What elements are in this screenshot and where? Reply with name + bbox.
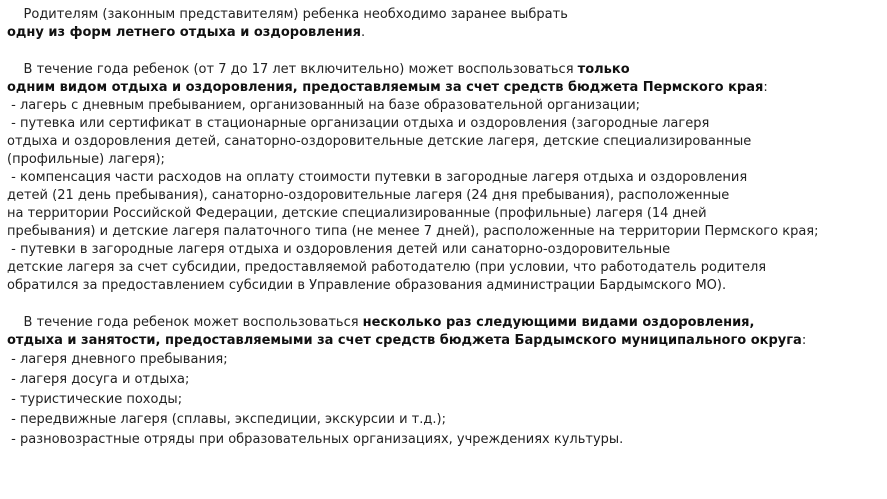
bardym-bold-1: несколько раз следующими видами оздоровления,	[362, 315, 755, 330]
perm-bold-budget: предоставляемым за счет средств бюджета Пермского края	[302, 80, 764, 95]
perm-list-item-line: детей (21 день пребывания), санаторно-оздоровительные лагеря (24 дня пребывания), расположенные	[7, 188, 730, 203]
bardym-list-item: - лагеря досуга и отдыха;	[7, 372, 190, 387]
bardym-list-item: - передвижные лагеря (сплавы, экспедиции, экскурсии и т.д.);	[7, 412, 446, 427]
intro-bold-text: одну из форм летнего отдыха и оздоровления	[7, 25, 362, 40]
spacer	[7, 295, 877, 314]
perm-list-item-line: отдыха и оздоровления детей, санаторно-оздоровительные детские лагеря, детские специализированные	[7, 134, 752, 149]
bardym-list	[7, 351, 877, 449]
bardym-bold-2: отдыха и занятости, предоставляемыми за счет средств бюджета Бардымского муниципального округа	[7, 333, 802, 348]
perm-list-item-line: детские лагеря за счет субсидии, предоставляемой работодателю (при условии, что работодатель родителя	[7, 260, 767, 275]
bardym-lead-text: В течение года ребенок может воспользоваться	[7, 315, 363, 330]
perm-tail: :	[763, 80, 768, 95]
perm-bold-one-kind: одним видом отдыха и оздоровления	[7, 80, 293, 95]
perm-list-item-line: - путевки в загородные лагеря отдыха и оздоровления детей или санаторно-оздоровительные	[7, 242, 671, 257]
perm-paragraph	[7, 61, 877, 97]
intro-tail: .	[361, 25, 366, 40]
perm-lead-text: В течение года ребенок (от 7 до 17 лет включительно) может воспользоваться	[7, 62, 578, 77]
perm-list-item-line: - компенсация части расходов на оплату стоимости путевки в загородные лагеря отдыха и оздоровления	[7, 170, 748, 185]
perm-list-item	[7, 97, 877, 115]
perm-list-item-line: - путевка или сертификат в стационарные организации отдыха и оздоровления (загородные лагеря	[7, 116, 710, 131]
bardym-paragraph	[7, 314, 877, 350]
spacer	[7, 42, 877, 61]
perm-line-1	[7, 61, 877, 79]
perm-list-item-line: пребывания) и детские лагеря палаточного типа (не менее 7 дней), расположенные на территории Пермского края;	[7, 224, 819, 239]
perm-bold-only: только	[577, 62, 630, 77]
intro-line-2	[7, 24, 877, 42]
perm-line-2	[7, 79, 877, 97]
bardym-line-2	[7, 332, 877, 350]
perm-list-item-line: (профильные) лагеря);	[7, 152, 165, 167]
intro-line-1: Родителям (законным представителям) ребенка необходимо заранее выбрать	[7, 7, 568, 22]
perm-list-item	[7, 241, 877, 295]
perm-list-item	[7, 169, 877, 241]
perm-comma: ,	[292, 80, 303, 95]
bardym-tail: :	[801, 333, 807, 348]
bardym-list-item: - разновозрастные отряды при образовательных организациях, учреждениях культуры.	[7, 432, 624, 447]
perm-list-item-line: - лагерь с дневным пребыванием, организованный на базе образовательной организации;	[7, 98, 641, 113]
bardym-list-item: - лагеря дневного пребывания;	[7, 352, 228, 367]
perm-list-item	[7, 115, 877, 169]
perm-list	[7, 97, 877, 295]
perm-list-item-line: на территории Российской Федерации, детские специализированные (профильные) лагеря (14 дней	[7, 206, 707, 221]
intro-paragraph	[7, 6, 877, 42]
perm-list-item-line: обратился за предоставлением субсидии в Управление образования администрации Бардымского МО).	[7, 278, 727, 293]
bardym-list-item: - туристические походы;	[7, 392, 183, 407]
bardym-line-1	[7, 314, 877, 332]
